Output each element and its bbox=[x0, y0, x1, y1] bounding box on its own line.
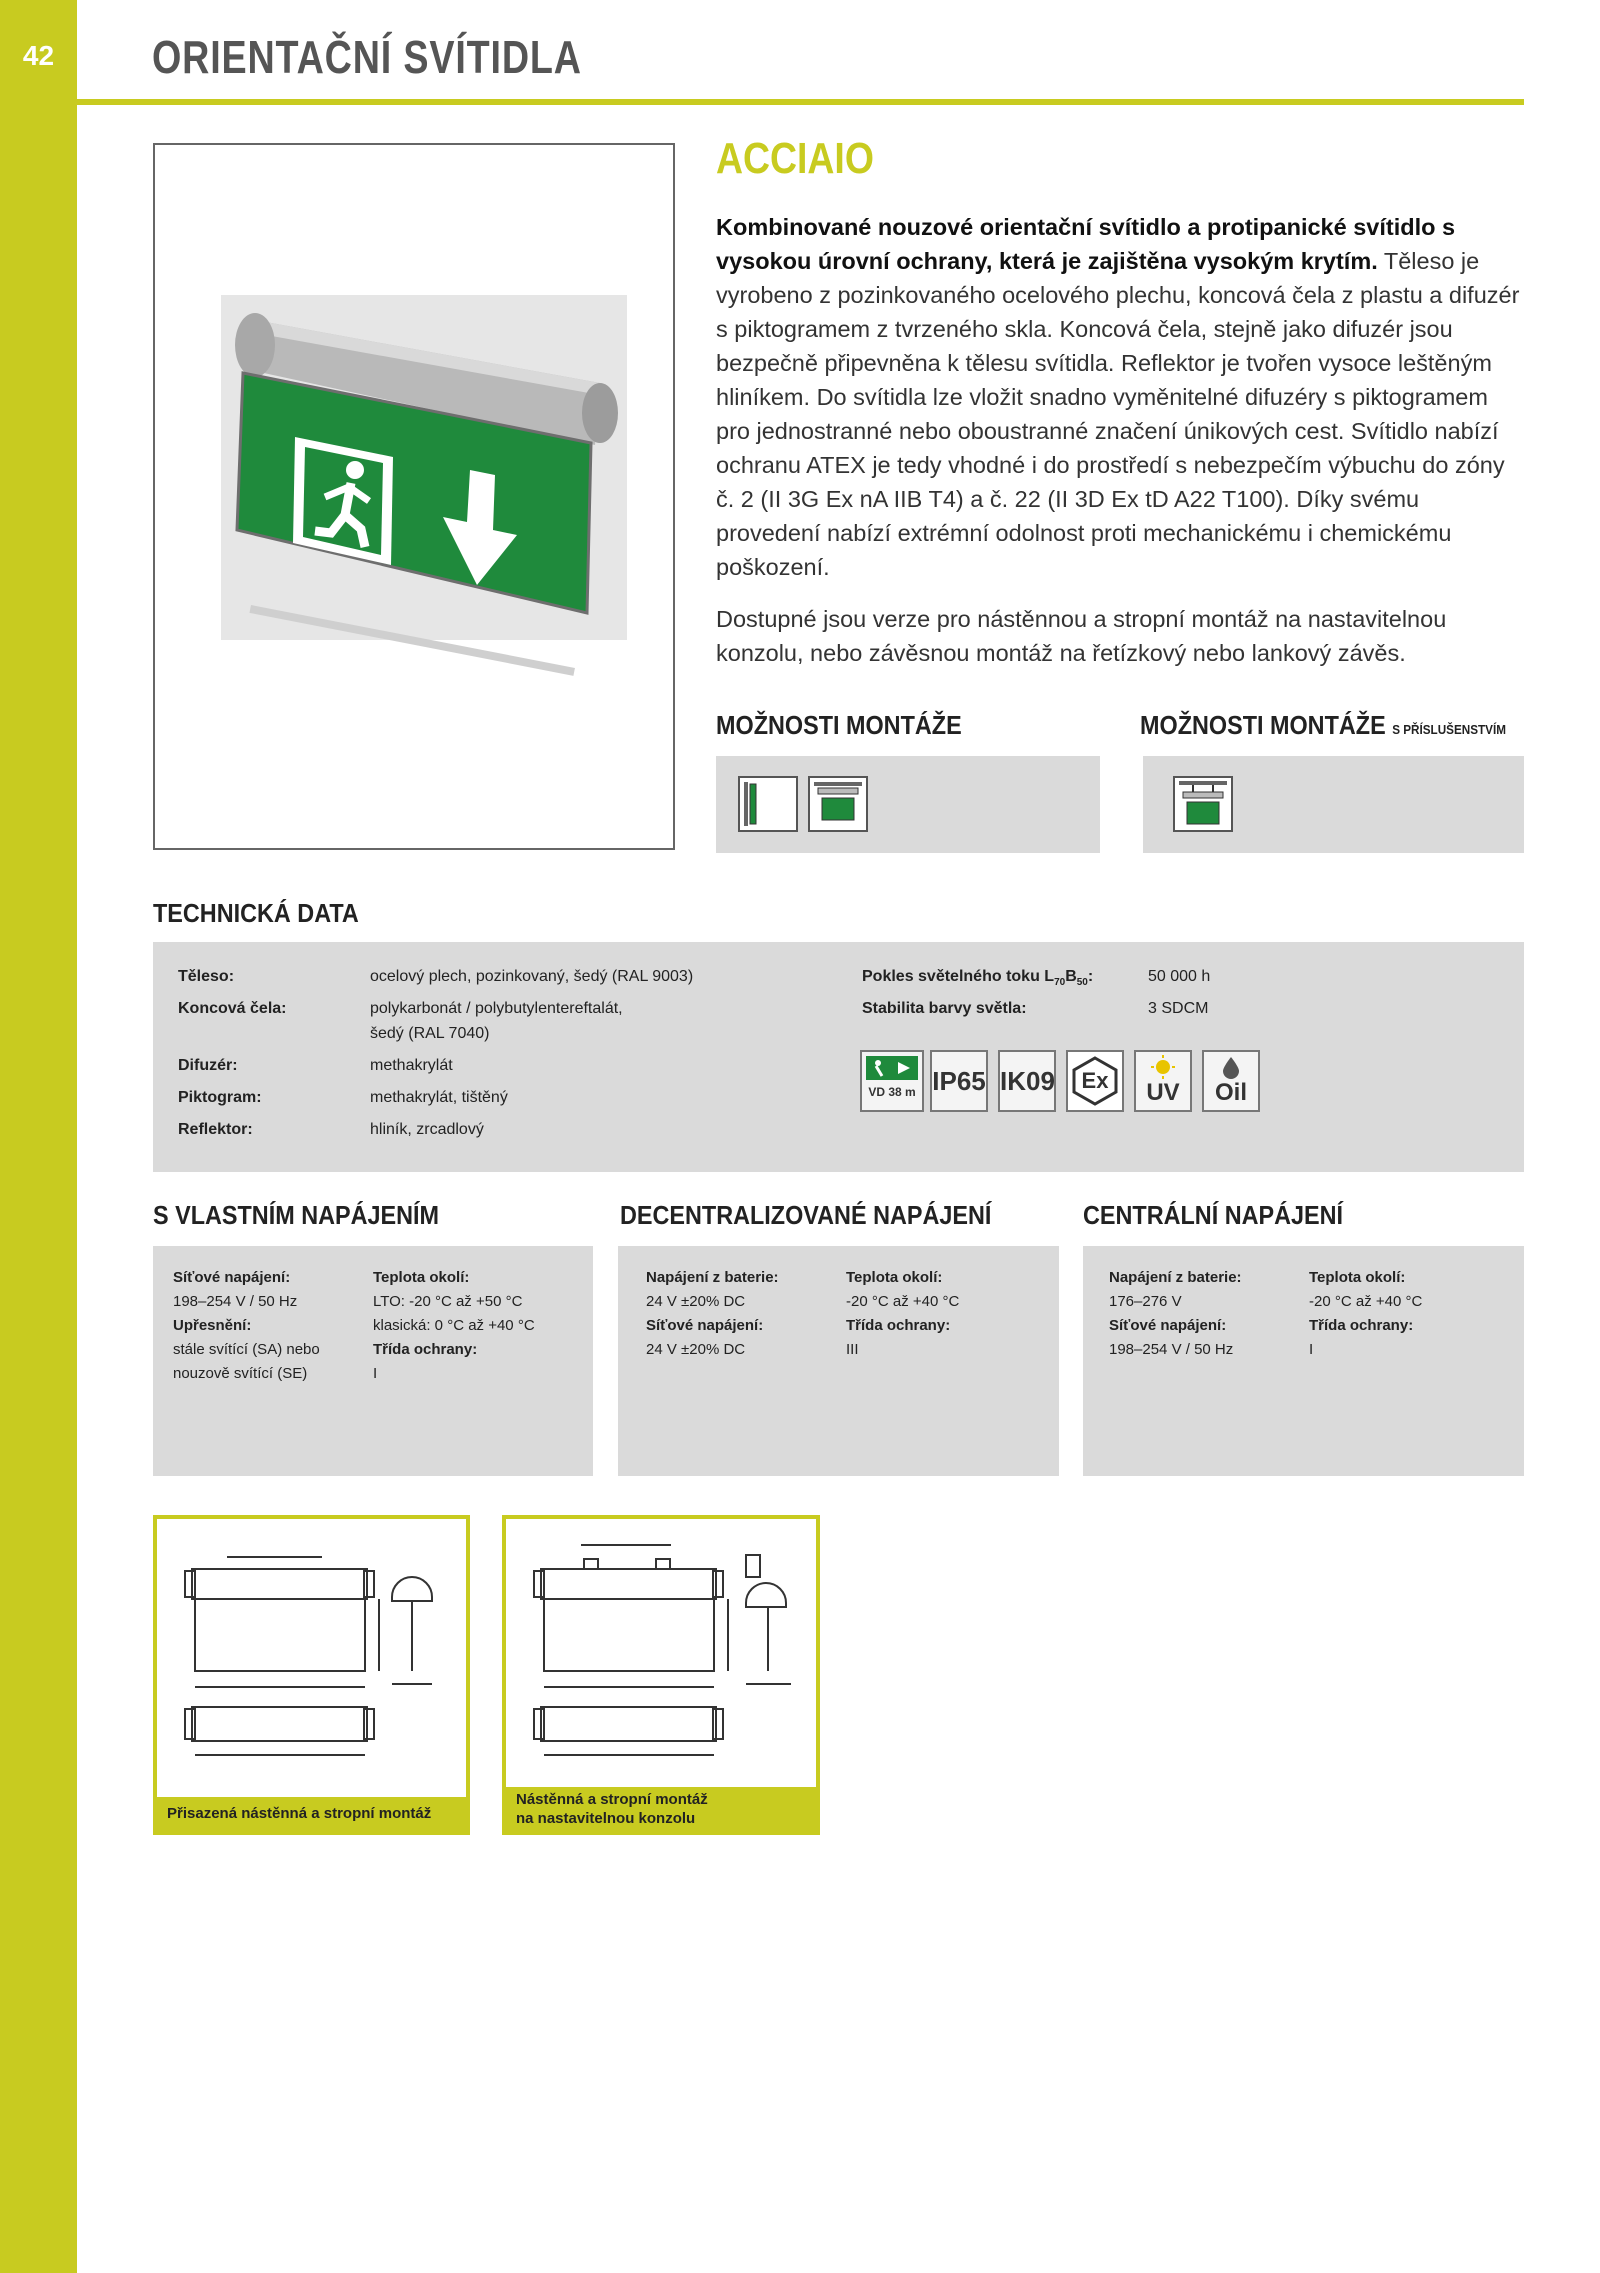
tech-value-body: ocelový plech, pozinkovaný, šedý (RAL 9003) bbox=[370, 968, 694, 985]
tech-label-body: Těleso: bbox=[178, 968, 235, 985]
oil-label: Oil bbox=[1214, 1079, 1247, 1106]
page-title: ORIENTAČNÍ SVÍTIDLA bbox=[152, 31, 582, 83]
power-decentral-heading: DECENTRALIZOVANÉ NAPÁJENÍ bbox=[620, 1200, 992, 1230]
accent-sidebar bbox=[0, 0, 77, 2273]
mounting-accessory-panel bbox=[1143, 756, 1524, 853]
tech-value-lumen-decline: 50 000 h bbox=[1148, 968, 1211, 985]
mounting-options-panel bbox=[716, 756, 1100, 853]
mounting-accessory-heading bbox=[1140, 710, 1506, 741]
drop-icon bbox=[1219, 1055, 1243, 1079]
power-decentral-panel bbox=[618, 1246, 1059, 1476]
product-photo-frame bbox=[153, 143, 675, 850]
drawing-bracket-mount bbox=[502, 1515, 820, 1835]
title-divider bbox=[77, 99, 1524, 105]
tech-label-end-caps: Koncová čela: bbox=[178, 1000, 287, 1017]
power-self-col1: Síťové napájení: 198–254 V / 50 Hz Upřesnění: stále svítící (SA) nebo nouzově svítící (SE) bbox=[173, 1269, 320, 1382]
power-self-panel bbox=[153, 1246, 593, 1476]
power-central-panel bbox=[1083, 1246, 1524, 1476]
power-self-col2: Teplota okolí: LTO: -20 °C až +50 °C klasická: 0 °C až +40 °C Třída ochrany: I bbox=[373, 1269, 535, 1382]
power-central-heading: CENTRÁLNÍ NAPÁJENÍ bbox=[1083, 1200, 1344, 1230]
product-description bbox=[716, 210, 1524, 688]
sun-icon bbox=[1148, 1055, 1178, 1079]
product-photo bbox=[155, 145, 673, 848]
tech-label-color-stability: Stabilita barvy světla: bbox=[862, 1000, 1027, 1017]
tech-label-pictogram: Piktogram: bbox=[178, 1089, 262, 1106]
mounting-accessory-heading-main: MOŽNOSTI MONTÁŽE bbox=[1140, 710, 1386, 740]
power-decentral-col1: Napájení z baterie: 24 V ±20% DC Síťové napájení: 24 V ±20% DC bbox=[646, 1269, 779, 1358]
drawing-surface-caption: Přisazená nástěnná a stropní montáž bbox=[157, 1797, 466, 1831]
mounting-heading: MOŽNOSTI MONTÁŽE bbox=[716, 710, 962, 740]
uv-resistance-badge bbox=[1134, 1050, 1192, 1112]
description-intro-bold: Kombinované nouzové orientační svítidlo a protipanické svítidlo s vysokou úrovní ochrany, která je zajištěna vysokým krytím. bbox=[716, 214, 1456, 274]
viewing-distance-badge bbox=[860, 1050, 924, 1112]
power-central-col1: Napájení z baterie: 176–276 V Síťové napájení: 198–254 V / 50 Hz bbox=[1109, 1269, 1242, 1358]
drawing-bracket-caption: Nástěnná a stropní montáž na nastavitelnou konzolu bbox=[506, 1787, 816, 1831]
ik-rating-badge: IK09 bbox=[998, 1050, 1056, 1112]
viewing-distance-label: VD 38 m bbox=[868, 1085, 916, 1099]
atex-label: Ex bbox=[1081, 1068, 1109, 1093]
tech-data-heading: TECHNICKÁ DATA bbox=[153, 898, 359, 928]
wall-mount-icon bbox=[738, 776, 798, 832]
oil-resistance-badge bbox=[1202, 1050, 1260, 1112]
tech-value-reflector: hliník, zrcadlový bbox=[370, 1121, 484, 1138]
power-central-col2: Teplota okolí: -20 °C až +40 °C Třída ochrany: I bbox=[1309, 1269, 1423, 1358]
pendant-mount-icon bbox=[1173, 776, 1233, 832]
tech-label-lumen-decline: Pokles světelného toku $L_{70}B_{50}$: bbox=[862, 968, 1094, 989]
tech-value-end-caps: polykarbonát / polybutylentereftalát, bbox=[370, 1000, 623, 1017]
technical-drawing-bracket bbox=[506, 1519, 816, 1789]
power-self-heading: S VLASTNÍM NAPÁJENÍM bbox=[153, 1200, 440, 1230]
uv-label: UV bbox=[1146, 1079, 1180, 1106]
atex-badge bbox=[1066, 1050, 1124, 1112]
tech-value-diffuser: methakrylát bbox=[370, 1057, 453, 1074]
ceiling-mount-icon bbox=[808, 776, 868, 832]
ip-rating-badge: IP65 bbox=[930, 1050, 988, 1112]
tech-value-color-stability: 3 SDCM bbox=[1148, 1000, 1209, 1017]
product-title: ACCIAIO bbox=[716, 134, 874, 183]
tech-data-panel bbox=[153, 942, 1524, 1172]
page-number: 42 bbox=[22, 40, 55, 71]
description-paragraph-1 bbox=[716, 210, 1524, 584]
power-decentral-col2: Teplota okolí: -20 °C až +40 °C Třída ochrany: III bbox=[846, 1269, 960, 1358]
tech-label-reflector: Reflektor: bbox=[178, 1121, 253, 1138]
drawing-surface-mount bbox=[153, 1515, 470, 1835]
description-intro-rest: Těleso je vyrobeno z pozinkovaného ocelového plechu, koncová čela z plastu a difuzér s piktogramem z tvrzeného skla. Koncová čela, stejně jako difuzér jsou bezpečně připevněna k tělesu svítidla. Reflektor je tvořen vysoce leštěným hliníkem. Do svítidla lze vložit snadno vyměnitelné difuzéry s piktogramem pro jednostranné nebo oboustranné značení únikových cest. Svítidlo nabízí ochranu ATEX je tedy vhodné i do prostředí s nebezpečím výbuchu do zóny č. 2 (II 3G Ex nA IIB T4) a č. 22 (II 3D Ex tD A22 T100). Díky svému provedení nabízí extrémní odolnost proti mechanickému i chemickému poškození. bbox=[716, 248, 1520, 580]
tech-value-end-caps-color: šedý (RAL 7040) bbox=[370, 1025, 490, 1042]
tech-value-pictogram: methakrylát, tištěný bbox=[370, 1089, 508, 1106]
technical-drawing-surface bbox=[157, 1519, 466, 1789]
description-paragraph-2: Dostupné jsou verze pro nástěnnou a stropní montáž na nastavitelnou konzolu, nebo závěsnou montáž na řetízkový nebo lankový závěs. bbox=[716, 606, 1447, 666]
mounting-accessory-heading-suffix: S PŘÍSLUŠENSTVÍM bbox=[1392, 722, 1506, 737]
tech-label-diffuser: Difuzér: bbox=[178, 1057, 238, 1074]
exit-sign-icon bbox=[862, 1054, 922, 1084]
